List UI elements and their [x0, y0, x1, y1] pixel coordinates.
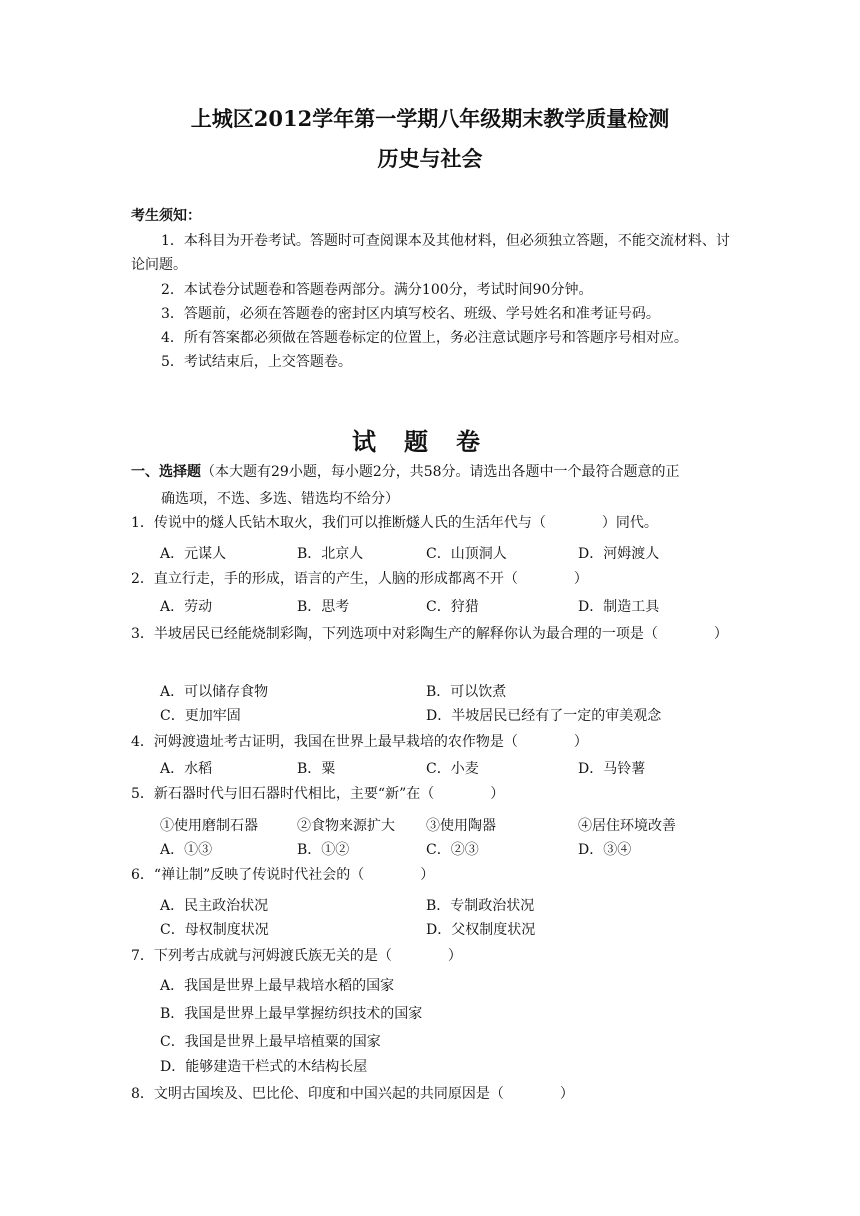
option: B．专制政治状况 — [426, 898, 535, 914]
option: D．制造工具 — [578, 599, 660, 615]
option: C．小麦 — [426, 761, 479, 777]
statement-item: ①使用磨制石器 — [160, 818, 258, 834]
option: B．思考 — [297, 599, 350, 615]
notice-item: 4．所有答案都必须做在答题卷标定的位置上，务必注意试题序号和答题序号相对应。 — [161, 330, 688, 346]
option: A．民主政治状况 — [160, 898, 269, 914]
option: C．我国是世界上最早培植粟的国家 — [160, 1034, 381, 1050]
option: B．粟 — [297, 761, 336, 777]
notice-heading: 考生须知： — [131, 208, 201, 224]
option: A．劳动 — [160, 599, 213, 615]
notice-item: 5．考试结束后，上交答题卷。 — [161, 354, 352, 370]
question-stem: 4．河姆渡遗址考古证明，我国在世界上最早栽培的农作物是（ ） — [131, 734, 588, 750]
option: A．①③ — [160, 842, 213, 858]
section-label: 一、选择题 — [131, 464, 201, 480]
option: A．我国是世界上最早栽培水稻的国家 — [160, 978, 395, 994]
option: B．我国是世界上最早掌握纺织技术的国家 — [160, 1006, 423, 1022]
exam-title: 上城区2012学年第一学期八年级期末教学质量检测 — [190, 106, 670, 131]
notice-item: 3．答题前，必须在答题卷的密封区内填写校名、班级、学号姓名和准考证号码。 — [161, 306, 660, 322]
option: A．水稻 — [160, 761, 213, 777]
question-stem: 5．新石器时代与旧石器时代相比，主要“新”在（ ） — [131, 786, 505, 802]
option: A．可以储存食物 — [160, 684, 269, 700]
question-stem: 2．直立行走，手的形成，语言的产生，人脑的形成都离不开（ ） — [131, 571, 588, 587]
notice-item: 1．本科目为开卷考试。答题时可查阅课本及其他材料，但必须独立答题，不能交流材料、讨论问题。 — [131, 233, 730, 273]
option: D．父权制度状况 — [426, 922, 536, 938]
question-stem: 7．下列考古成就与河姆渡氏族无关的是（ ） — [131, 948, 462, 964]
section-desc: （本大题有29小题，每小题2分，共58分。请选出各题中一个最符合题意的正 — [201, 464, 680, 480]
question-stem: 1．传说中的燧人氏钻木取火，我们可以推断燧人氏的生活年代与（ ）同代。 — [131, 515, 658, 531]
question-stem: 6．“禅让制”反映了传说时代社会的（ ） — [131, 867, 435, 883]
statement-item: ③使用陶器 — [426, 818, 496, 834]
statement-item: ④居住环境改善 — [578, 818, 676, 834]
option: A．元谋人 — [160, 546, 227, 562]
option: D．③④ — [578, 842, 632, 858]
statement-item: ②食物来源扩大 — [297, 818, 395, 834]
section-heading — [131, 459, 734, 513]
notice-item: 2．本试卷分试题卷和答题卷两部分。满分100分，考试时间90分钟。 — [161, 282, 593, 298]
question-stem: 3．半坡居民已经能烧制彩陶，下列选项中对彩陶生产的解释你认为最合理的一项是（ ） — [131, 626, 728, 642]
option: C．更加牢固 — [160, 708, 241, 724]
option: D．马铃薯 — [578, 761, 646, 777]
option: D．河姆渡人 — [578, 546, 660, 562]
exam-subject: 历史与社会 — [377, 146, 483, 171]
option: B．北京人 — [297, 546, 364, 562]
option: D．能够建造干栏式的木结构长屋 — [160, 1059, 368, 1075]
option: B．可以饮煮 — [426, 684, 507, 700]
option: D．半坡居民已经有了一定的审美观念 — [426, 708, 662, 724]
option: B．①② — [297, 842, 350, 858]
option: C．山顶洞人 — [426, 546, 507, 562]
paper-title: 试题卷 — [352, 427, 508, 456]
section-desc-cont: 确选项，不选、多选、错选均不给分） — [161, 491, 399, 507]
option: C．狩猎 — [426, 599, 479, 615]
option: C．母权制度状况 — [160, 922, 269, 938]
option: C．②③ — [426, 842, 479, 858]
question-stem: 8．文明古国埃及、巴比伦、印度和中国兴起的共同原因是（ ） — [131, 1086, 574, 1102]
